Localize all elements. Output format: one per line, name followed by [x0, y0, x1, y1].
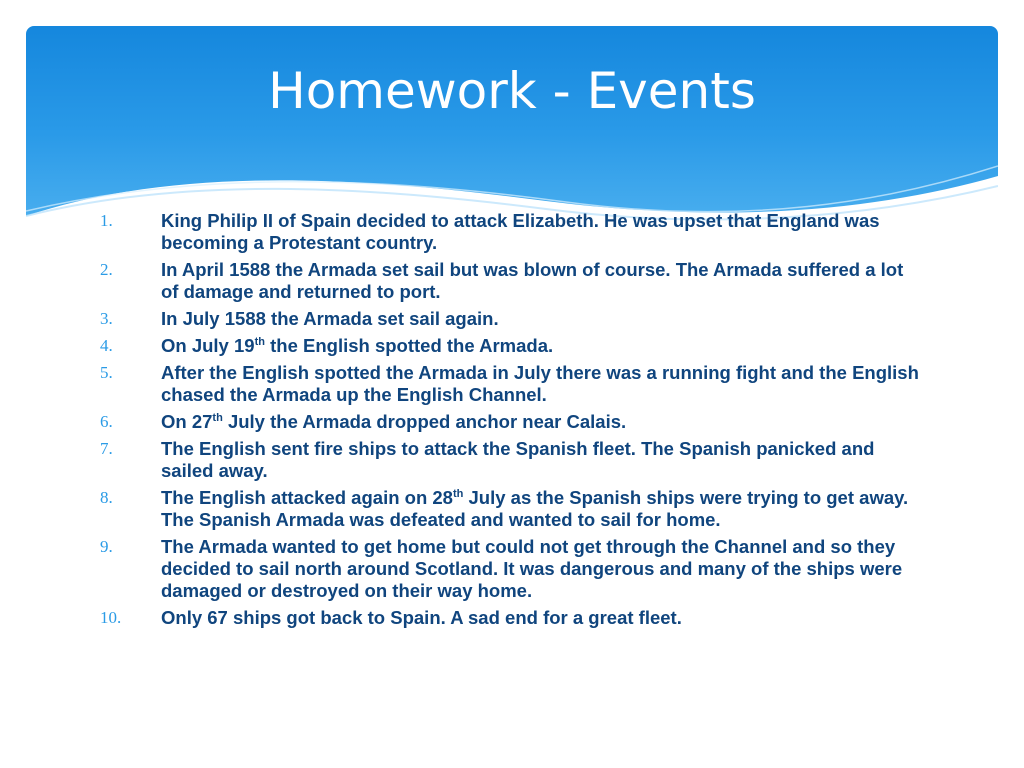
event-text-segment: July as the Spanish ships were trying to get away. The Spanish Armada was defeated and wanted to sail for home.: [161, 487, 909, 530]
event-number: 5.: [100, 363, 113, 382]
event-item: [100, 438, 920, 482]
event-text-segment: On July 19: [161, 335, 255, 356]
event-text: [161, 362, 919, 405]
event-number: 8.: [100, 488, 113, 507]
ordinal-suffix: th: [452, 487, 464, 500]
event-text: [161, 308, 499, 329]
event-item: [100, 308, 920, 330]
event-text-segment: After the English spotted the Armada in July there was a running fight and the English chased the Armada up the English Channel.: [161, 362, 919, 405]
event-item: [100, 607, 920, 629]
event-text-segment: The English attacked again on 28: [161, 487, 453, 508]
event-text: [161, 536, 902, 601]
event-text: [161, 411, 626, 432]
event-number: 1.: [100, 211, 113, 230]
event-text: [161, 210, 880, 253]
ordinal-suffix: th: [254, 335, 265, 348]
event-text-segment: The English sent fire ships to attack the Spanish fleet. The Spanish panicked and sailed away.: [161, 438, 875, 481]
event-text: [161, 438, 874, 481]
event-text-segment: On 27: [161, 411, 213, 432]
ordinal-suffix: th: [212, 411, 223, 424]
event-number: 3.: [100, 309, 113, 328]
event-text-segment: King Philip II of Spain decided to attack Elizabeth. He was upset that England was becoming a Protestant country.: [161, 210, 880, 253]
event-text-segment: the English spotted the Armada.: [264, 335, 554, 356]
event-text-segment: Only 67 ships got back to Spain. A sad end for a great fleet.: [161, 607, 682, 628]
event-item: [100, 362, 920, 406]
event-item: [100, 536, 920, 602]
event-number: 10.: [100, 608, 122, 627]
slide-title: Homework - Events: [268, 62, 756, 120]
event-number: 7.: [100, 439, 113, 458]
event-number: 9.: [100, 537, 113, 556]
event-text-segment: In April 1588 the Armada set sail but was blown of course. The Armada suffered a lot of damage and returned to port.: [161, 259, 904, 302]
event-item: [100, 411, 920, 433]
event-number: 6.: [100, 412, 113, 431]
event-number: 4.: [100, 336, 113, 355]
event-text-segment: The Armada wanted to get home but could not get through the Channel and so they decided to sail north around Scotland. It was dangerous and many of the ships were damaged or destroyed on their way home.: [161, 536, 903, 601]
event-item: [100, 487, 920, 531]
event-item: [100, 335, 920, 357]
event-text: [161, 259, 903, 302]
event-text: [161, 335, 553, 356]
event-text: [161, 607, 682, 628]
event-number: 2.: [100, 260, 113, 279]
event-text: [161, 487, 908, 530]
event-text-segment: In July 1588 the Armada set sail again.: [161, 308, 499, 329]
event-item: [100, 210, 920, 254]
events-list: [100, 210, 920, 634]
event-text-segment: July the Armada dropped anchor near Calais.: [222, 411, 627, 432]
event-item: [100, 259, 920, 303]
